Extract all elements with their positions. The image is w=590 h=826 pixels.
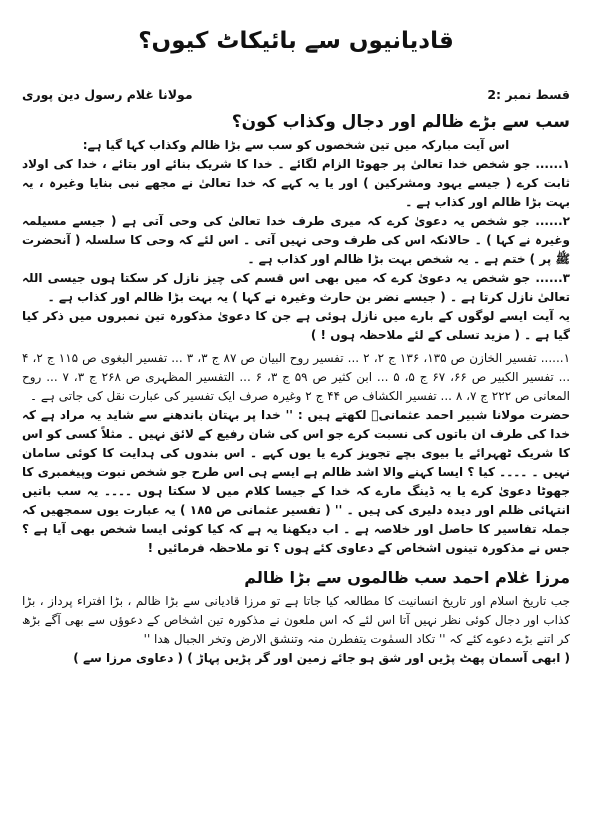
revealed-paragraph: یہ آیت ایسے لوگوں کے بارے میں نازل ہوئی ہے جن کا دعویٰ مذکورہ تین نمبروں میں ذکر کیا گیا ہے ۔ ( مزید تسلی کے لئے ملاحظہ ہوں ! ) — [22, 309, 570, 342]
final-paragraph: جب تاریخ اسلام اور تاریخ انسانیت کا مطالعہ کیا جاتا ہے تو مرزا قادیانی سے بڑا ظالم ، بڑا افتراء پرداز ، بڑا کذاب اور دجال کوئی نظر نہیں آتا اس لئے کہ اس ملعون نے مذکورہ تین اشخاص کے دعوؤں سے بھی آگے بڑھ کر اتنے بڑے دعوے کئے کہ '' تکاد السمٰوت یتفطرن منہ وتنشق الارض وتخر الجبال ھدا '' — [22, 594, 570, 646]
point-1: ۱...... جو شخص خدا تعالیٰ پر جھوٹا الزام لگائے ۔ خدا کا شریک بنائے اور بتائے ، خدا کی اولاد ثابت کرے ( جیسے یہود ومشرکین ) اور یا یہ کہے کہ خدا تعالیٰ نے مجھے نبی بنایا وغیرہ ، یہ بہت بڑا ظالم اور کذاب ہے ۔ — [22, 157, 570, 209]
document-page — [0, 26, 590, 826]
article-meta — [22, 86, 570, 104]
page-title: قادیانیوں سے بائیکاٹ کیوں؟ — [138, 28, 454, 54]
last-line: ( ابھی آسمان پھٹ پڑیں اور شق ہو جائے زمین اور گر پڑیں پہاڑ ) ( دعاوی مرزا سے ) — [73, 651, 570, 665]
point-3: ۳...... جو شخص یہ دعویٰ کرے کہ میں بھی اس قسم کی چیز نازل کر سکتا ہوں جیسی اللہ تعالیٰ نازل کرتا ہے ۔ ( جیسے نضر بن حارث وغیرہ نے کہا ) یہ بہت بڑا ظالم اور کذاب ہے ۔ — [22, 271, 570, 304]
intro-paragraph: اس آیت مبارکہ میں تین شخصوں کو سب سے بڑا ظالم وکذاب کہا گیا ہے: — [82, 138, 510, 152]
point-2: ۲...... جو شخص یہ دعویٰ کرے کہ میری طرف خدا تعالیٰ کی وحی آتی ہے ( جیسے مسیلمہ وغیرہ نے کہا ) ۔ حالانکہ اس کی طرف وحی نہیں آتی ۔ اس لئے کہ وحی کا سلسلہ ( آنحضرت ﷺ پر ) ختم ہے ۔ یہ شخص بہت بڑا ظالم اور کذاب ہے ۔ — [22, 214, 570, 266]
references-paragraph: ۱...... تفسیر الخازن ص ۱۳۵، ۱۳۶ ج ۲، ۲ ... تفسیر روح البیان ص ۸۷ ج ۳، ۳ ... تفسیر البغوی ص ۱۱۵ ج ۲، ۴ ... تفسیر الکبیر ص ۶۶، ۶۷ ج ۵، ۵ ... ابن کثیر ص ۵۹ ج ۳، ۶ ... التفسیر المظہری ص ۲۶۸ ج ۳، ۷ ... روح المعانی ص ۲۲۲ ج ۷، ۸ ... تفسیر الکشاف ص ۴۴ ج ۲ وغیرہ صرف ایک تفسیر کی عبارت نقل کی جاتی ہے ۔ — [22, 351, 571, 403]
section-heading-2: مرزا غلام احمد سب ظالموں سے بڑا ظالم — [244, 568, 570, 587]
usmani-quote-paragraph: حضرت مولانا شبیر احمد عثمانیؒ لکھتے ہیں : '' خدا پر بہتان باندھنے سے شاید یہ مراد ہے کہ خدا کی طرف ان باتوں کی نسبت کرے جو اس کی شان رفیع کے لائق نہیں ۔ مثلاً کسی کو اس کا شریک ٹھہرائے یا بیوی بچے تجویز کرے یا یوں کہے ۔ اس بندوں کی ہدایت کا کوئی سامان نہیں ۔ ۔۔۔۔ کیا ؟ ایسا کہنے والا اشد ظالم ہے ایسے ہی اس طرح جو شخص نبوت وپیغمبری کا جھوٹا دعویٰ کرے یا یہ ڈینگ مارے کہ خدا کے جیسا کلام میں لا سکتا ہوں ۔۔۔۔ یہ سب باتیں انتہائی ظلم اور دیدہ دلیری کی ہیں ۔ '' ( تفسیر عثمانی ص ۱۸۵ ) یہ عبارت یوں سمجھیں کہ جملہ تفاسیر کا حاصل اور خلاصہ ہے ۔ اب دیکھنا یہ ہے کہ کیا کوئی ایسا شخص بھی آیا ہے ؟ جس نے مذکورہ تینوں اشخاص کے دعاوی کئے ہوں ؟ تو ملاحظہ فرمائیں ! — [22, 408, 570, 555]
author-name: مولانا غلام رسول دین پوری — [22, 87, 193, 102]
section-heading-1: سب سے بڑے ظالم اور دجال وکذاب کون؟ — [231, 112, 570, 132]
installment-label: قسط نمبر :2 — [487, 87, 570, 102]
